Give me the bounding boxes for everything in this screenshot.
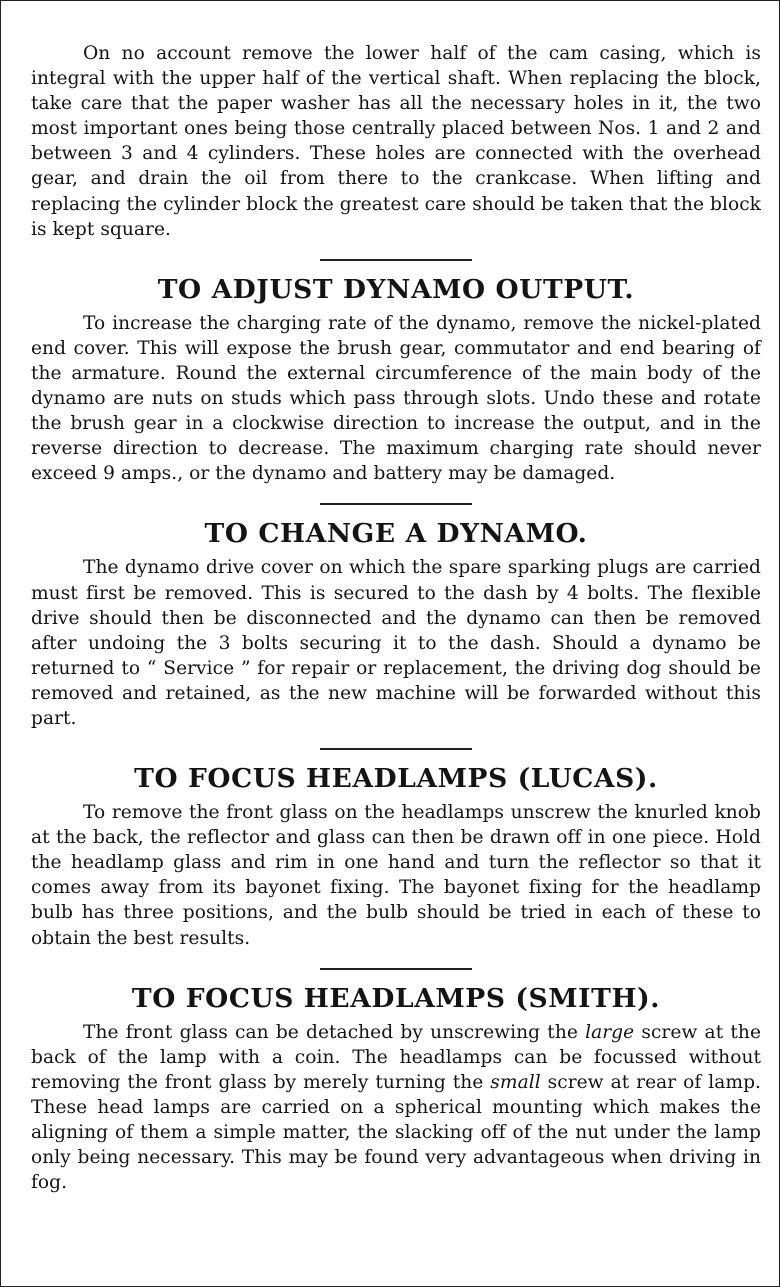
page-content (31, 41, 761, 1195)
section-divider (320, 503, 472, 505)
intro-paragraph: On no account remove the lower half of the cam casing, which is integral with the upper half of the vertical shaft. When replacing the block, take care that the paper washer has all the necessary holes in it, the two most important ones being those centrally placed between Nos. 1 and 2 and between 3 and 4 cylinders. These holes are connected with the overhead gear, and drain the oil from there to the crankcase. When lifting and replacing the cylinder block the greatest care should be taken that the block is kept square. (31, 43, 761, 240)
section-body-adjust-dynamo-output: To increase the charging rate of the dynamo, remove the nickel-plated end cover. This will expose the brush gear, commutator and end bearing of the armature. Round the external circumference of the main body of the dynamo are nuts on studs which pass through slots. Undo these and rotate the brush gear in a clockwise direction to increase the output, and in the reverse direction to decrease. The maximum charging rate should never exceed 9 amps., or the dynamo and battery may be damaged. (31, 312, 761, 485)
section-heading-adjust-dynamo-output: TO ADJUST DYNAMO OUTPUT. (157, 273, 635, 305)
italic-word-small: small (490, 1071, 541, 1093)
italic-word-large: large (585, 1021, 635, 1043)
section-body-change-dynamo: The dynamo drive cover on which the spare sparking plugs are carried must first be removed. This is secured to the dash by 4 bolts. The flexible drive should then be disconnected and the dynamo can then be removed after undoing the 3 bolts securing it to the dash. Should a dynamo be returned to “ Service ” for repair or replacement, the driving dog should be removed and retained, as the new machine will be forwarded without this part. (31, 557, 761, 729)
section-heading-change-dynamo: TO CHANGE A DYNAMO. (204, 518, 588, 550)
section-body-focus-headlamps-smith (31, 1020, 761, 1196)
section-body-focus-headlamps-lucas: To remove the front glass on the headlamps unscrew the knurled knob at the back, the reflector and glass can then be drawn off in one piece. Hold the headlamp glass and rim in one hand and turn the reflector so that it comes away from its bayonet fixing. The bayonet fixing for the headlamp bulb has three positions, and the bulb should be tried in each of these to obtain the best results. (31, 802, 761, 949)
body-text-segment: screw at the back of the lamp with a coin. The headlamps can be focussed without removing the front glass by merely turning the (31, 1021, 762, 1093)
section-divider (320, 259, 472, 261)
section-divider (320, 968, 472, 970)
section-heading-focus-headlamps-smith: TO FOCUS HEADLAMPS (SMITH). (131, 982, 661, 1014)
section-heading-focus-headlamps-lucas: TO FOCUS HEADLAMPS (LUCAS). (134, 763, 658, 795)
section-divider (320, 748, 472, 750)
body-text-segment: The front glass can be detached by unscrewing the (83, 1021, 586, 1043)
body-text-segment: screw at rear of lamp. These head lamps are carried on a spherical mounting which makes the aligning of them a simple matter, the slacking off of the nut under the lamp only being necessary. This may be found very advantageous when driving in fog. (31, 1071, 761, 1194)
